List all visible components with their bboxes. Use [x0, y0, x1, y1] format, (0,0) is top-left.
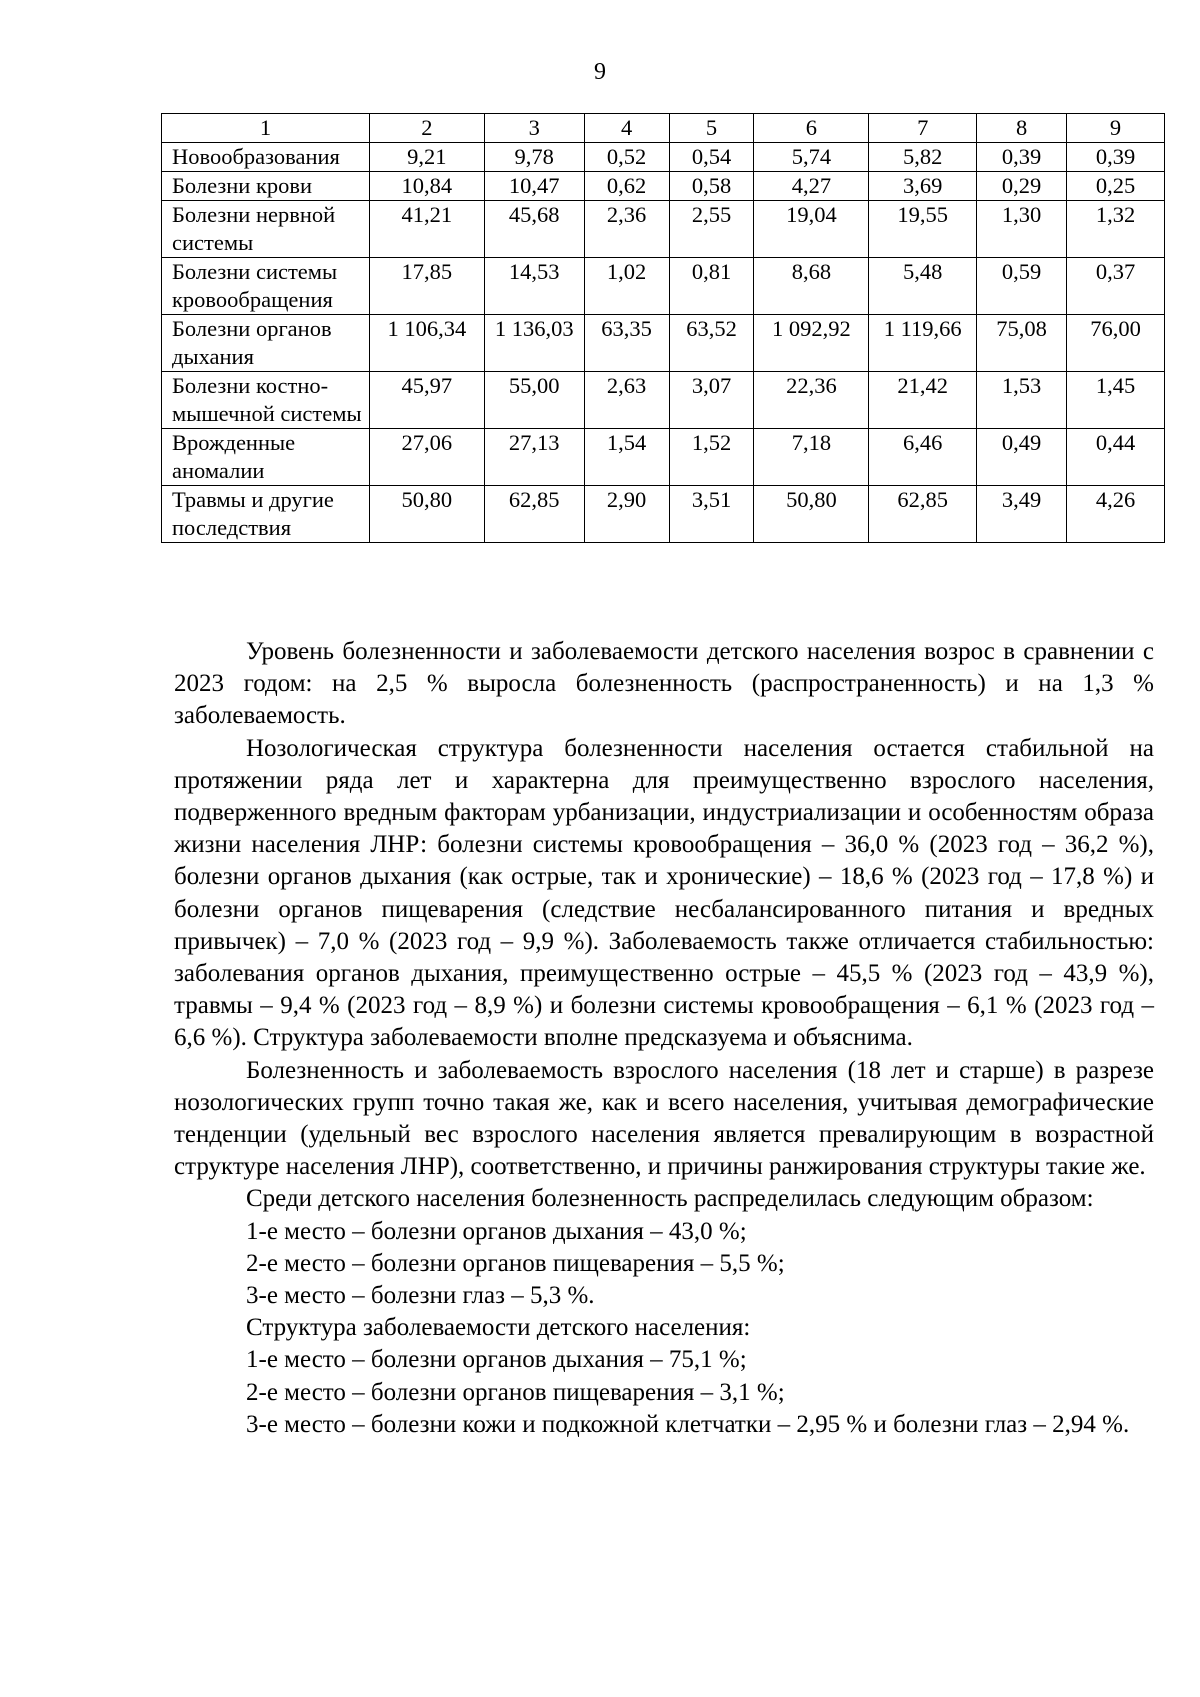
- table-cell: 1 136,03: [484, 315, 584, 372]
- table-cell: 1,53: [977, 372, 1067, 429]
- table-cell: 27,13: [484, 429, 584, 486]
- row-label: Болезни нервной системы: [162, 201, 370, 258]
- table-row: [162, 143, 1165, 172]
- table-cell: 5,48: [869, 258, 977, 315]
- table-cell: 1 092,92: [754, 315, 869, 372]
- table-cell: 27,06: [369, 429, 484, 486]
- table-header-cell: 1: [162, 114, 370, 143]
- table-cell: 3,07: [669, 372, 754, 429]
- table-cell: 0,29: [977, 172, 1067, 201]
- table-cell: 0,59: [977, 258, 1067, 315]
- page-number: 9: [594, 59, 606, 85]
- table-cell: 5,74: [754, 143, 869, 172]
- table-cell: 76,00: [1067, 315, 1165, 372]
- table-cell: 1 119,66: [869, 315, 977, 372]
- table-cell: 4,26: [1067, 486, 1165, 543]
- table-cell: 9,21: [369, 143, 484, 172]
- table-cell: 7,18: [754, 429, 869, 486]
- paragraph: Болезненность и заболеваемость взрослого населения (18 лет и старше) в разрезе нозологических групп точно такая же, как и всего населения, учитывая демографические тенденции (удельный вес взрослого населения является превалирующим в возрастной структуре населения ЛНР), соответственно, и причины ранжирования структуры такие же.: [174, 1056, 1154, 1181]
- paragraph: Нозологическая структура болезненности населения остается стабильной на протяжении ряда лет и характерна для преимущественно взрослого населения, подверженного вредным факторам урбанизации, индустриализации и особенностям образа жизни населения ЛНР: болезни системы кровообращения – 36,0 % (2023 год – 36,2 %), болезни органов дыхания (как острые, так и хронические) – 18,6 % (2023 год – 17,8 %) и болезни органов пищеварения (следствие несбалансированного питания и вредных привычек) – 7,0 % (2023 год – 9,9 %). Заболеваемость также отличается стабильностью: заболевания органов дыхания, преимущественно острые – 45,5 % (2023 год – 43,9 %), травмы – 9,4 % (2023 год – 8,9 %) и болезни системы кровообращения – 6,1 % (2023 год – 6,6 %). Структура заболеваемости вполне предсказуема и объяснима.: [174, 734, 1154, 1052]
- table-cell: 0,52: [584, 143, 669, 172]
- table-cell: 6,46: [869, 429, 977, 486]
- ranking-item: 1-е место – болезни органов дыхания – 43,0 %;: [246, 1217, 747, 1245]
- table-cell: 2,55: [669, 201, 754, 258]
- table-cell: 5,82: [869, 143, 977, 172]
- table-row: [162, 258, 1165, 315]
- table-cell: 10,47: [484, 172, 584, 201]
- row-label: Врожденные аномалии: [162, 429, 370, 486]
- table-cell: 21,42: [869, 372, 977, 429]
- ranking-item: 3-е место – болезни кожи и подкожной клетчатки – 2,95 % и болезни глаз – 2,94 %.: [246, 1410, 1130, 1438]
- morbidity-table: [161, 113, 1165, 543]
- row-label: Болезни органов дыхания: [162, 315, 370, 372]
- table-row: [162, 172, 1165, 201]
- ranking-item: 1-е место – болезни органов дыхания – 75,1 %;: [246, 1346, 747, 1374]
- table-cell: 75,08: [977, 315, 1067, 372]
- table-cell: 1,32: [1067, 201, 1165, 258]
- table-cell: 9,78: [484, 143, 584, 172]
- table-cell: 62,85: [484, 486, 584, 543]
- table-cell: 3,49: [977, 486, 1067, 543]
- table-cell: 0,62: [584, 172, 669, 201]
- table-header-cell: 8: [977, 114, 1067, 143]
- table-cell: 0,81: [669, 258, 754, 315]
- table-cell: 2,36: [584, 201, 669, 258]
- table-cell: 0,39: [977, 143, 1067, 172]
- row-label: Болезни крови: [162, 172, 370, 201]
- table-header-cell: 3: [484, 114, 584, 143]
- table-cell: 1,45: [1067, 372, 1165, 429]
- table-cell: 0,49: [977, 429, 1067, 486]
- row-label: Новообразования: [162, 143, 370, 172]
- table-header-cell: 7: [869, 114, 977, 143]
- table-row: [162, 372, 1165, 429]
- table-row: [162, 201, 1165, 258]
- table-cell: 2,90: [584, 486, 669, 543]
- table-cell: 50,80: [369, 486, 484, 543]
- table-cell: 63,52: [669, 315, 754, 372]
- paragraph: Среди детского населения болезненность распределилась следующим образом:: [246, 1185, 1094, 1213]
- table-cell: 1,54: [584, 429, 669, 486]
- table-cell: 41,21: [369, 201, 484, 258]
- table-cell: 55,00: [484, 372, 584, 429]
- table-header-row: [162, 114, 1165, 143]
- paragraph: Структура заболеваемости детского населения:: [246, 1314, 751, 1342]
- ranking-item: 2-е место – болезни органов пищеварения – 5,5 %;: [246, 1249, 785, 1277]
- table-cell: 0,58: [669, 172, 754, 201]
- table-cell: 0,44: [1067, 429, 1165, 486]
- table-header-cell: 9: [1067, 114, 1165, 143]
- row-label: Болезни костно-мышечной системы: [162, 372, 370, 429]
- table-row: [162, 315, 1165, 372]
- table-cell: 1,02: [584, 258, 669, 315]
- row-label: Травмы и другие последствия: [162, 486, 370, 543]
- paragraph: Уровень болезненности и заболеваемости детского населения возрос в сравнении с 2023 годом: на 2,5 % выросла болезненность (распространенность) и на 1,3 % заболеваемость.: [174, 638, 1154, 730]
- table-header-cell: 5: [669, 114, 754, 143]
- table-cell: 50,80: [754, 486, 869, 543]
- table-cell: 3,51: [669, 486, 754, 543]
- table-cell: 45,97: [369, 372, 484, 429]
- table-row: [162, 486, 1165, 543]
- row-label: Болезни системы кровообращения: [162, 258, 370, 315]
- table-cell: 1,52: [669, 429, 754, 486]
- table-cell: 4,27: [754, 172, 869, 201]
- table-cell: 19,04: [754, 201, 869, 258]
- table-cell: 63,35: [584, 315, 669, 372]
- table-row: [162, 429, 1165, 486]
- table-cell: 22,36: [754, 372, 869, 429]
- table-cell: 2,63: [584, 372, 669, 429]
- table-cell: 45,68: [484, 201, 584, 258]
- table-cell: 8,68: [754, 258, 869, 315]
- table-cell: 0,37: [1067, 258, 1165, 315]
- table-cell: 17,85: [369, 258, 484, 315]
- table-cell: 19,55: [869, 201, 977, 258]
- table-cell: 0,54: [669, 143, 754, 172]
- ranking-item: 3-е место – болезни глаз – 5,3 %.: [246, 1282, 595, 1310]
- table-cell: 62,85: [869, 486, 977, 543]
- table-header-cell: 4: [584, 114, 669, 143]
- table-header-cell: 2: [369, 114, 484, 143]
- table-cell: 10,84: [369, 172, 484, 201]
- table-cell: 3,69: [869, 172, 977, 201]
- ranking-item: 2-е место – болезни органов пищеварения – 3,1 %;: [246, 1378, 785, 1406]
- table-cell: 1,30: [977, 201, 1067, 258]
- table-cell: 0,39: [1067, 143, 1165, 172]
- table-cell: 1 106,34: [369, 315, 484, 372]
- table-header-cell: 6: [754, 114, 869, 143]
- table-cell: 14,53: [484, 258, 584, 315]
- table-cell: 0,25: [1067, 172, 1165, 201]
- body-text: [174, 636, 1154, 1441]
